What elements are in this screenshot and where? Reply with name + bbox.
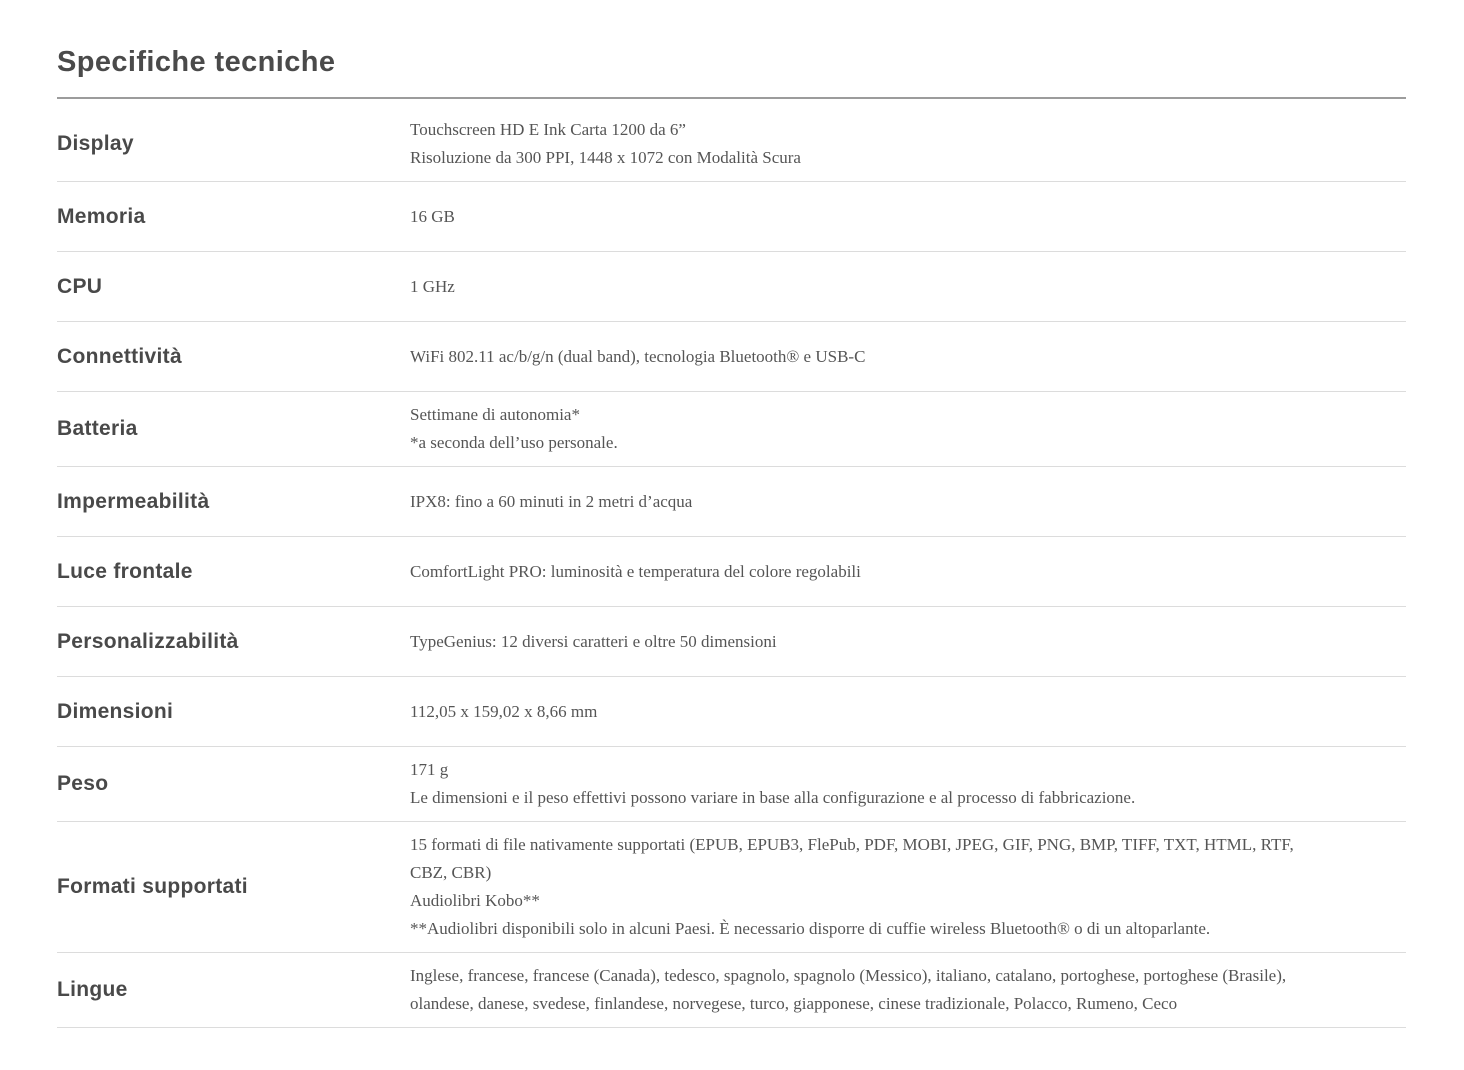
spec-label-lingue: Lingue — [57, 978, 128, 1002]
spec-label-cpu: CPU — [57, 274, 103, 298]
spec-value-batteria — [410, 401, 1406, 457]
spec-value-line: 171 g — [410, 760, 449, 780]
spec-value-impermeabilita — [410, 488, 1406, 516]
spec-label-luce-frontale: Luce frontale — [57, 559, 193, 583]
spec-value-line: IPX8: fino a 60 minuti in 2 metri d’acqua — [410, 491, 693, 511]
spec-value-line: olandese, danese, svedese, finlandese, norvegese, turco, giapponese, cinese tradizionale, Polacco, Rumeno, Ceco — [410, 994, 1178, 1014]
spec-value-memoria — [410, 203, 1406, 231]
spec-label-formati-supportati: Formati supportati — [57, 875, 248, 899]
spec-label-connettivita: Connettività — [57, 344, 182, 368]
spec-table — [57, 107, 1406, 1028]
spec-row-cpu — [57, 252, 1406, 322]
spec-value-line: Settimane di autonomia* — [410, 405, 580, 425]
spec-row-formati-supportati — [57, 822, 1406, 953]
spec-row-memoria — [57, 182, 1406, 252]
spec-label-impermeabilita: Impermeabilità — [57, 489, 210, 513]
spec-label-personalizzabilita: Personalizzabilità — [57, 629, 239, 653]
spec-row-display — [57, 107, 1406, 182]
spec-value-line: **Audiolibri disponibili solo in alcuni Paesi. È necessario disporre di cuffie wireless Bluetooth® o di un altoparlante. — [410, 919, 1211, 939]
spec-value-line: Inglese, francese, francese (Canada), tedesco, spagnolo, spagnolo (Messico), italiano, catalano, portoghese, portoghese (Brasile), — [410, 966, 1287, 986]
title-divider — [57, 97, 1406, 99]
spec-value-line: CBZ, CBR) — [410, 863, 492, 883]
spec-value-dimensioni — [410, 698, 1406, 726]
spec-value-display — [410, 116, 1406, 172]
spec-value-lingue — [410, 962, 1406, 1018]
spec-value-line: Le dimensioni e il peso effettivi possono variare in base alla configurazione e al processo di fabbricazione. — [410, 788, 1136, 808]
spec-row-connettivita — [57, 322, 1406, 392]
spec-value-line: *a seconda dell’uso personale. — [410, 433, 618, 453]
spec-row-peso — [57, 747, 1406, 822]
spec-value-luce-frontale — [410, 558, 1406, 586]
spec-value-line: 112,05 x 159,02 x 8,66 mm — [410, 701, 598, 721]
spec-row-batteria — [57, 392, 1406, 467]
spec-label-peso: Peso — [57, 772, 109, 796]
spec-value-line: ComfortLight PRO: luminosità e temperatura del colore regolabili — [410, 561, 861, 581]
spec-label-batteria: Batteria — [57, 417, 138, 441]
spec-label-dimensioni: Dimensioni — [57, 699, 174, 723]
spec-value-cpu — [410, 273, 1406, 301]
spec-row-impermeabilita — [57, 467, 1406, 537]
spec-label-display: Display — [57, 132, 134, 156]
spec-value-line: 16 GB — [410, 206, 455, 226]
spec-value-line: 15 formati di file nativamente supportati (EPUB, EPUB3, FlePub, PDF, MOBI, JPEG, GIF, PNG, BMP, TIFF, TXT, HTML, RTF, — [410, 835, 1294, 855]
spec-value-line: WiFi 802.11 ac/b/g/n (dual band), tecnologia Bluetooth® e USB-C — [410, 346, 866, 366]
spec-value-formati-supportati — [410, 831, 1406, 943]
spec-label-memoria: Memoria — [57, 204, 146, 228]
spec-value-peso — [410, 756, 1406, 812]
spec-value-line: Audiolibri Kobo** — [410, 891, 540, 911]
spec-value-personalizzabilita — [410, 628, 1406, 656]
spec-value-line: TypeGenius: 12 diversi caratteri e oltre 50 dimensioni — [410, 631, 777, 651]
spec-row-luce-frontale — [57, 537, 1406, 607]
spec-value-line: Touchscreen HD E Ink Carta 1200 da 6” — [410, 120, 686, 140]
page-title: Specifiche tecniche — [57, 46, 336, 78]
spec-row-lingue — [57, 953, 1406, 1028]
spec-row-personalizzabilita — [57, 607, 1406, 677]
spec-value-line: Risoluzione da 300 PPI, 1448 x 1072 con Modalità Scura — [410, 148, 801, 168]
spec-value-line: 1 GHz — [410, 276, 455, 296]
spec-row-dimensioni — [57, 677, 1406, 747]
spec-value-connettivita — [410, 343, 1406, 371]
